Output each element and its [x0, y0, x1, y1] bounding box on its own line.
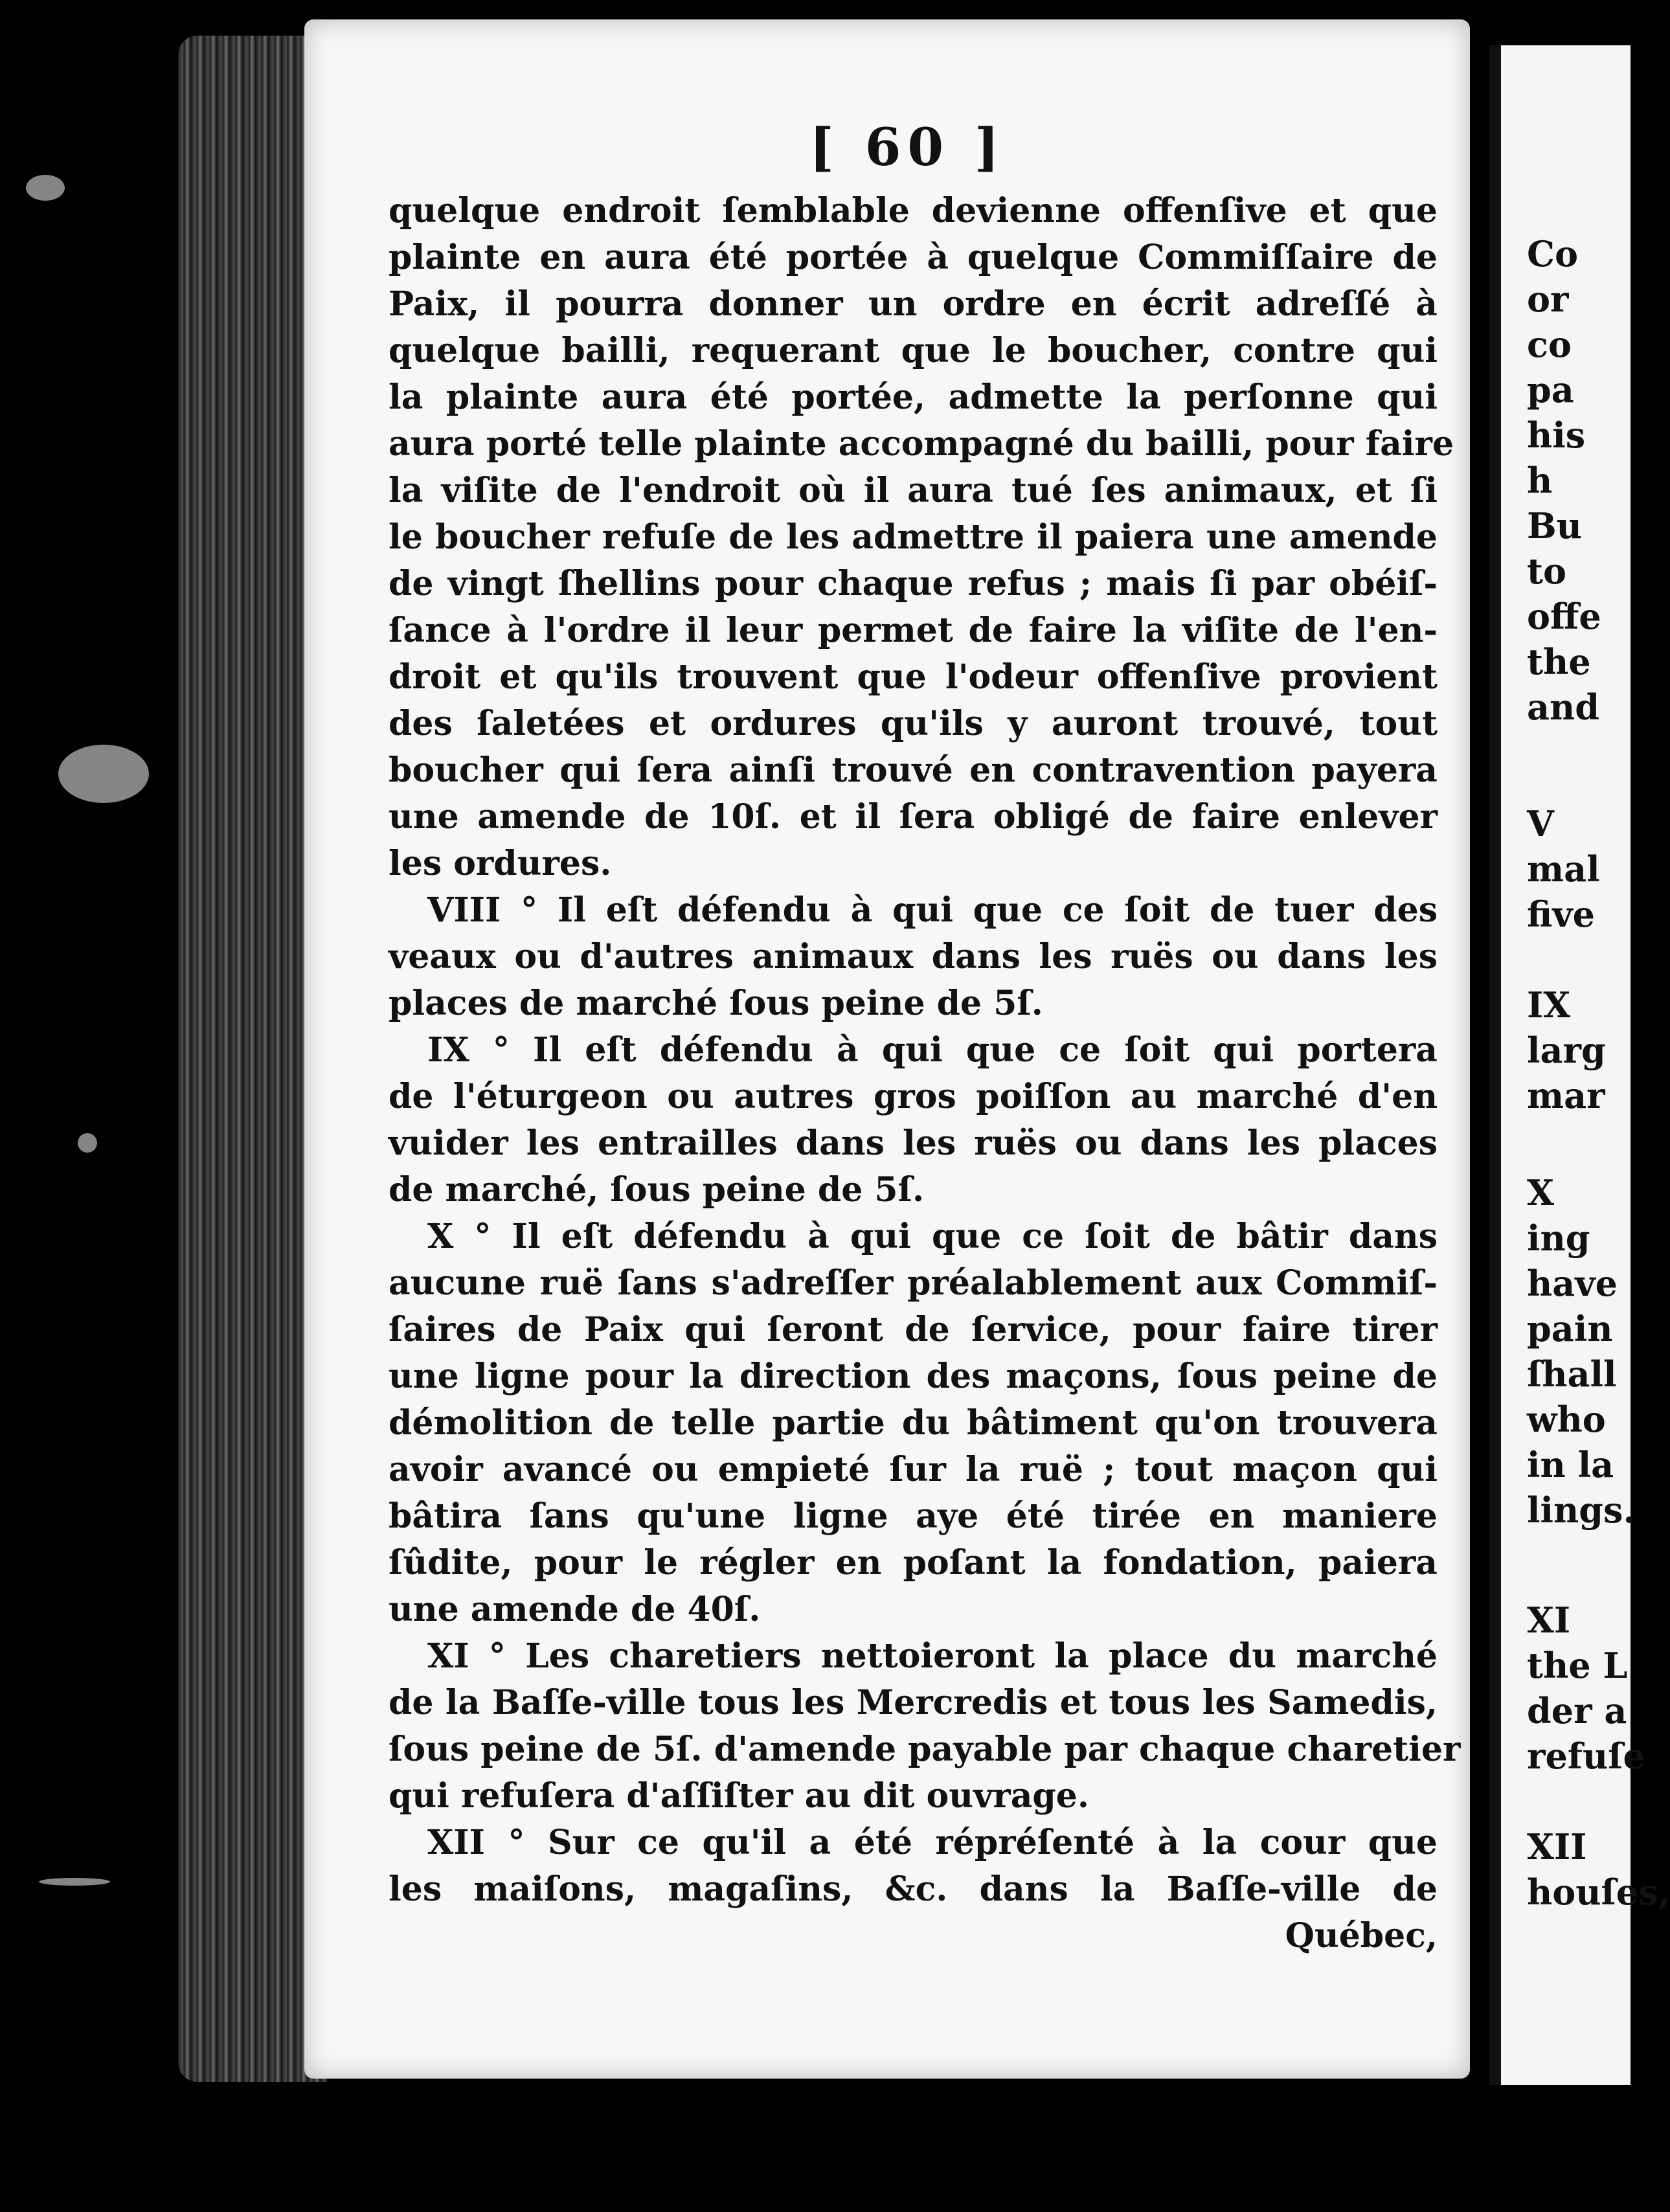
facing-text-fragment: his [1527, 414, 1586, 456]
facing-text-fragment: h [1527, 460, 1553, 501]
article-heading-line: XII ° Sur ce qu'il a été répréſenté à la cour que [427, 1823, 1438, 1862]
page-body-text [389, 188, 1461, 1959]
facing-text-fragment: and [1527, 686, 1600, 728]
text-line: une ligne pour la direction des maçons, ſous peine de [389, 1357, 1438, 1396]
text-line: avoir avancé ou empieté ſur la ruë ; tout maçon qui [389, 1450, 1438, 1489]
facing-text-fragment: X [1527, 1172, 1554, 1213]
text-line: ſaires de Paix qui ſeront de ſervice, pour faire tirer [389, 1310, 1438, 1349]
facing-text-fragment: XI [1527, 1599, 1571, 1641]
facing-text-fragment: offe [1527, 596, 1601, 637]
text-line: places de marché ſous peine de 5ſ. [389, 984, 1043, 1023]
facing-text-fragment: or [1527, 278, 1569, 320]
facing-text-fragment: have [1527, 1263, 1618, 1304]
text-line: des ſaletées et ordures qu'ils y auront trouvé, tout [389, 704, 1438, 743]
facing-text-fragment: houſes, [1527, 1871, 1670, 1913]
text-line: les ordures. [389, 844, 612, 883]
text-line: qui refuſera d'aſſiſter au dit ouvrage. [389, 1776, 1089, 1816]
article-heading-line: XI ° Les charetiers nettoieront la place du marché [427, 1636, 1438, 1676]
text-line: aura porté telle plainte accompagné du bailli, pour faire [389, 424, 1454, 464]
page-number: [ 60 ] [809, 117, 1006, 177]
text-line: droit et qu'ils trouvent que l'odeur offenſive provient [389, 657, 1438, 697]
article-heading-line: IX ° Il eſt défendu à qui que ce ſoit qui portera [427, 1030, 1438, 1070]
facing-text-fragment: lings. [1527, 1489, 1636, 1531]
facing-text-fragment: mal [1527, 848, 1600, 890]
text-line: ſous peine de 5ſ. d'amende payable par chaque charetier [389, 1730, 1461, 1769]
facing-text-fragment: co [1527, 324, 1572, 365]
facing-text-fragment: the L [1527, 1645, 1628, 1686]
text-line: de la Baſſe-ville tous les Mercredis et tous les Samedis, [389, 1683, 1438, 1722]
facing-page-edge [1489, 45, 1670, 2085]
facing-text-fragment: the [1527, 641, 1591, 683]
text-line: quelque endroit ſemblable devienne offenſive et que [389, 191, 1438, 231]
text-line: le boucher refuſe de les admettre il paiera une amende [389, 517, 1438, 557]
catchword-line: Québec, [1285, 1916, 1438, 1956]
text-line: boucher qui ſera ainſi trouvé en contravention payera [389, 751, 1438, 790]
text-line: une amende de 10ſ. et il ſera obligé de faire enlever [389, 797, 1438, 837]
text-line: quelque bailli, requerant que le boucher, contre qui [389, 331, 1438, 370]
text-line: aucune ruë ſans s'adreſſer préalablement aux Commiſ- [389, 1263, 1438, 1303]
text-line: vuider les entrailles dans les ruës ou dans les places [389, 1123, 1438, 1163]
facing-text-fragment: IX [1527, 984, 1571, 1026]
text-line: bâtira ſans qu'une ligne aye été tirée en maniere [389, 1496, 1438, 1536]
scan-noise [26, 175, 65, 201]
facing-text-fragment: larg [1527, 1030, 1606, 1071]
facing-text-fragment: ſhall [1527, 1353, 1617, 1395]
text-line: ſûdite, pour le régler en poſant la fondation, paiera [389, 1543, 1438, 1583]
scan-noise [39, 1878, 110, 1886]
facing-text-fragment: XII [1527, 1826, 1587, 1868]
text-line: de l'éturgeon ou autres gros poiſſon au marché d'en [389, 1077, 1438, 1116]
article-heading-line: X ° Il eſt défendu à qui que ce ſoit de bâtir dans [427, 1217, 1438, 1256]
text-line: démolition de telle partie du bâtiment qu'on trouvera [389, 1403, 1438, 1443]
facing-text-fragment: pa [1527, 369, 1574, 411]
facing-text-fragment: Co [1527, 233, 1578, 275]
text-line: la viſite de l'endroit où il aura tué ſes animaux, et ſi [389, 471, 1438, 510]
text-line: ſance à l'ordre il leur permet de faire la viſite de l'en- [389, 611, 1438, 650]
facing-text-fragment: ing [1527, 1217, 1590, 1259]
text-line: Paix, il pourra donner un ordre en écrit adreſſé à [389, 284, 1438, 324]
facing-text-fragment: der a [1527, 1690, 1627, 1732]
facing-text-fragment: refuſe [1527, 1735, 1645, 1777]
facing-text-fragment: in la [1527, 1444, 1614, 1485]
facing-text-fragment: five [1527, 894, 1595, 935]
text-line: les maiſons, magaſins, &c. dans la Baſſe-ville de [389, 1869, 1438, 1909]
text-line: la plainte aura été portée, admette la perſonne qui [389, 378, 1438, 417]
facing-text-fragment: who [1527, 1399, 1606, 1440]
text-line: veaux ou d'autres animaux dans les ruës ou dans les [389, 937, 1438, 976]
text-line: de vingt ſhellins pour chaque refus ; mais ſi par obéiſ- [389, 564, 1438, 604]
facing-text-fragment: Bu [1527, 505, 1582, 547]
scan-noise [58, 745, 149, 803]
text-line: de marché, ſous peine de 5ſ. [389, 1170, 925, 1210]
facing-text-fragment: mar [1527, 1075, 1605, 1116]
facing-text-fragment: pain [1527, 1308, 1613, 1349]
article-heading-line: VIII ° Il eſt défendu à qui que ce ſoit de tuer des [427, 890, 1438, 930]
text-line: une amende de 40ſ. [389, 1590, 761, 1629]
facing-text-fragment: to [1527, 550, 1566, 592]
text-line: plainte en aura été portée à quelque Commiſſaire de [389, 238, 1438, 277]
facing-text-fragment: V [1527, 803, 1554, 844]
scan-noise [78, 1133, 97, 1153]
